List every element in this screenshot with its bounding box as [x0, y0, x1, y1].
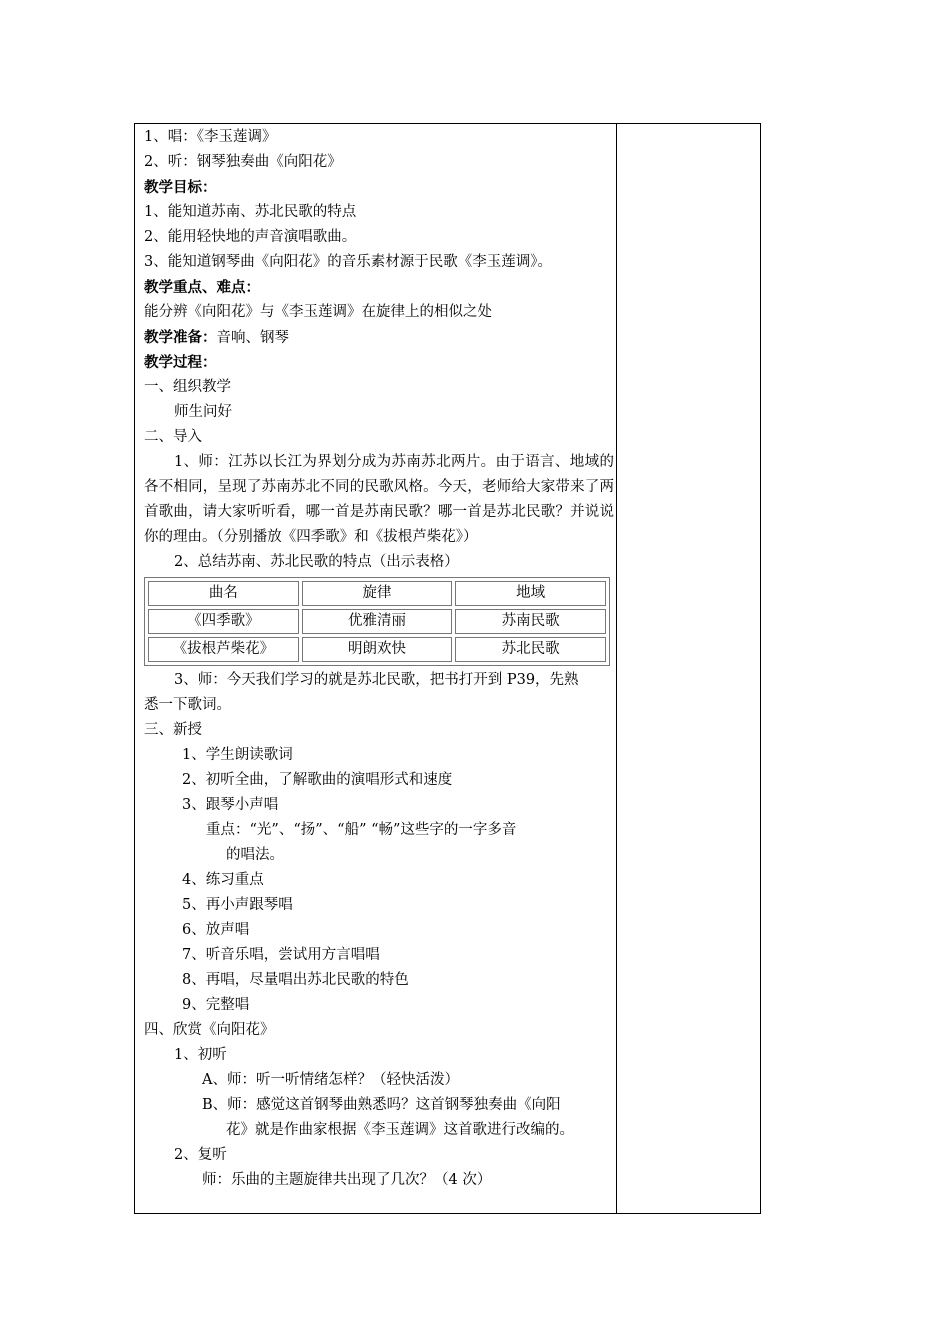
- table-header-row: [148, 581, 606, 606]
- table-row: [148, 637, 606, 662]
- content-line: 3、能知道钢琴曲《向阳花》的音乐素材源于民歌《李玉莲调》。: [144, 254, 552, 270]
- section1-title: 一、组织教学: [144, 379, 231, 395]
- list-item: 9、完整唱: [182, 997, 250, 1013]
- content-line: 能分辨《向阳花》与《李玉莲调》在旋律上的相似之处: [144, 304, 492, 320]
- section4-sub: 1、初听: [174, 1047, 227, 1063]
- section2-line: 3、师：今天我们学习的就是苏北民歌，把书打开到 P39，先熟: [174, 672, 579, 688]
- section2-line: 悉一下歌词。: [144, 697, 231, 713]
- list-item: 4、练习重点: [182, 872, 264, 888]
- table-cell: 《拔根芦柴花》: [148, 637, 299, 662]
- list-item: 1、学生朗读歌词: [182, 747, 293, 763]
- list-item: 6、放声唱: [182, 922, 250, 938]
- content-line: 2、能用轻快地的声音演唱歌曲。: [144, 229, 357, 245]
- section4-title: 四、欣赏《向阳花》: [144, 1022, 275, 1038]
- prep-label: 教学准备：: [144, 329, 217, 346]
- list-item: 3、跟琴小声唱: [182, 797, 279, 813]
- section2-paragraph: 1、师：江苏以长江为界划分成为苏南苏北两片。由于语言、地域的各不相同，呈现了苏南苏北不同的民歌风格。今天，老师给大家带来了两首歌曲，请大家听听看，哪一首是苏南民歌？哪一首是苏北民歌？并说说你的理由。（分别播放《四季歌》和《拔根芦柴花》）: [144, 454, 614, 545]
- lesson-content: [144, 125, 614, 1193]
- section2-table-intro: 2、总结苏南、苏北民歌的特点（出示表格）: [174, 554, 459, 570]
- section1-item: 师生问好: [174, 404, 232, 420]
- prep-value: 音响、钢琴: [216, 330, 289, 346]
- section4-line: B、师：感觉这首钢琴曲熟悉吗？这首钢琴独奏曲《向阳: [202, 1097, 561, 1113]
- table-cell: 优雅清丽: [302, 609, 453, 634]
- table-header-cell: 旋律: [302, 581, 453, 606]
- table-cell: 《四季歌》: [148, 609, 299, 634]
- section4-sub: 2、复听: [174, 1147, 227, 1163]
- section4-line: 师：乐曲的主题旋律共出现了几次？（4 次）: [202, 1172, 492, 1188]
- table-row: [148, 609, 606, 634]
- note-line: 重点：“光”、“扬”、“船” “畅”这些字的一字多音: [206, 822, 517, 838]
- list-item: 2、初听全曲，了解歌曲的演唱形式和速度: [182, 772, 453, 788]
- table-cell: 苏南民歌: [455, 609, 606, 634]
- heading-process: 教学过程：: [144, 354, 217, 371]
- table-header-cell: 曲名: [148, 581, 299, 606]
- list-item: 5、再小声跟琴唱: [182, 897, 293, 913]
- content-line: 1、唱：《李玉莲调》: [144, 129, 277, 145]
- content-line: 1、能知道苏南、苏北民歌的特点: [144, 204, 357, 220]
- section4-line: A、师：听一听情绪怎样？（轻快活泼）: [202, 1072, 459, 1088]
- heading-objectives: 教学目标：: [144, 179, 217, 196]
- section3-title: 三、新授: [144, 722, 202, 738]
- note-line: 的唱法。: [226, 847, 284, 863]
- column-divider: [616, 123, 617, 1214]
- table-cell: 明朗欢快: [302, 637, 453, 662]
- section4-line: 花》就是作曲家根据《李玉莲调》这首歌进行改编的。: [226, 1122, 574, 1138]
- content-line: 2、听：钢琴独奏曲《向阳花》: [144, 154, 342, 170]
- list-item: 7、听音乐唱，尝试用方言唱唱: [182, 947, 380, 963]
- table-cell: 苏北民歌: [455, 637, 606, 662]
- table-header-cell: 地域: [455, 581, 606, 606]
- list-item: 8、再唱，尽量唱出苏北民歌的特色: [182, 972, 409, 988]
- folk-song-table: [144, 577, 610, 666]
- heading-key-points: 教学重点、难点：: [144, 279, 260, 296]
- prep-line: [144, 325, 614, 350]
- section2-title: 二、导入: [144, 429, 202, 445]
